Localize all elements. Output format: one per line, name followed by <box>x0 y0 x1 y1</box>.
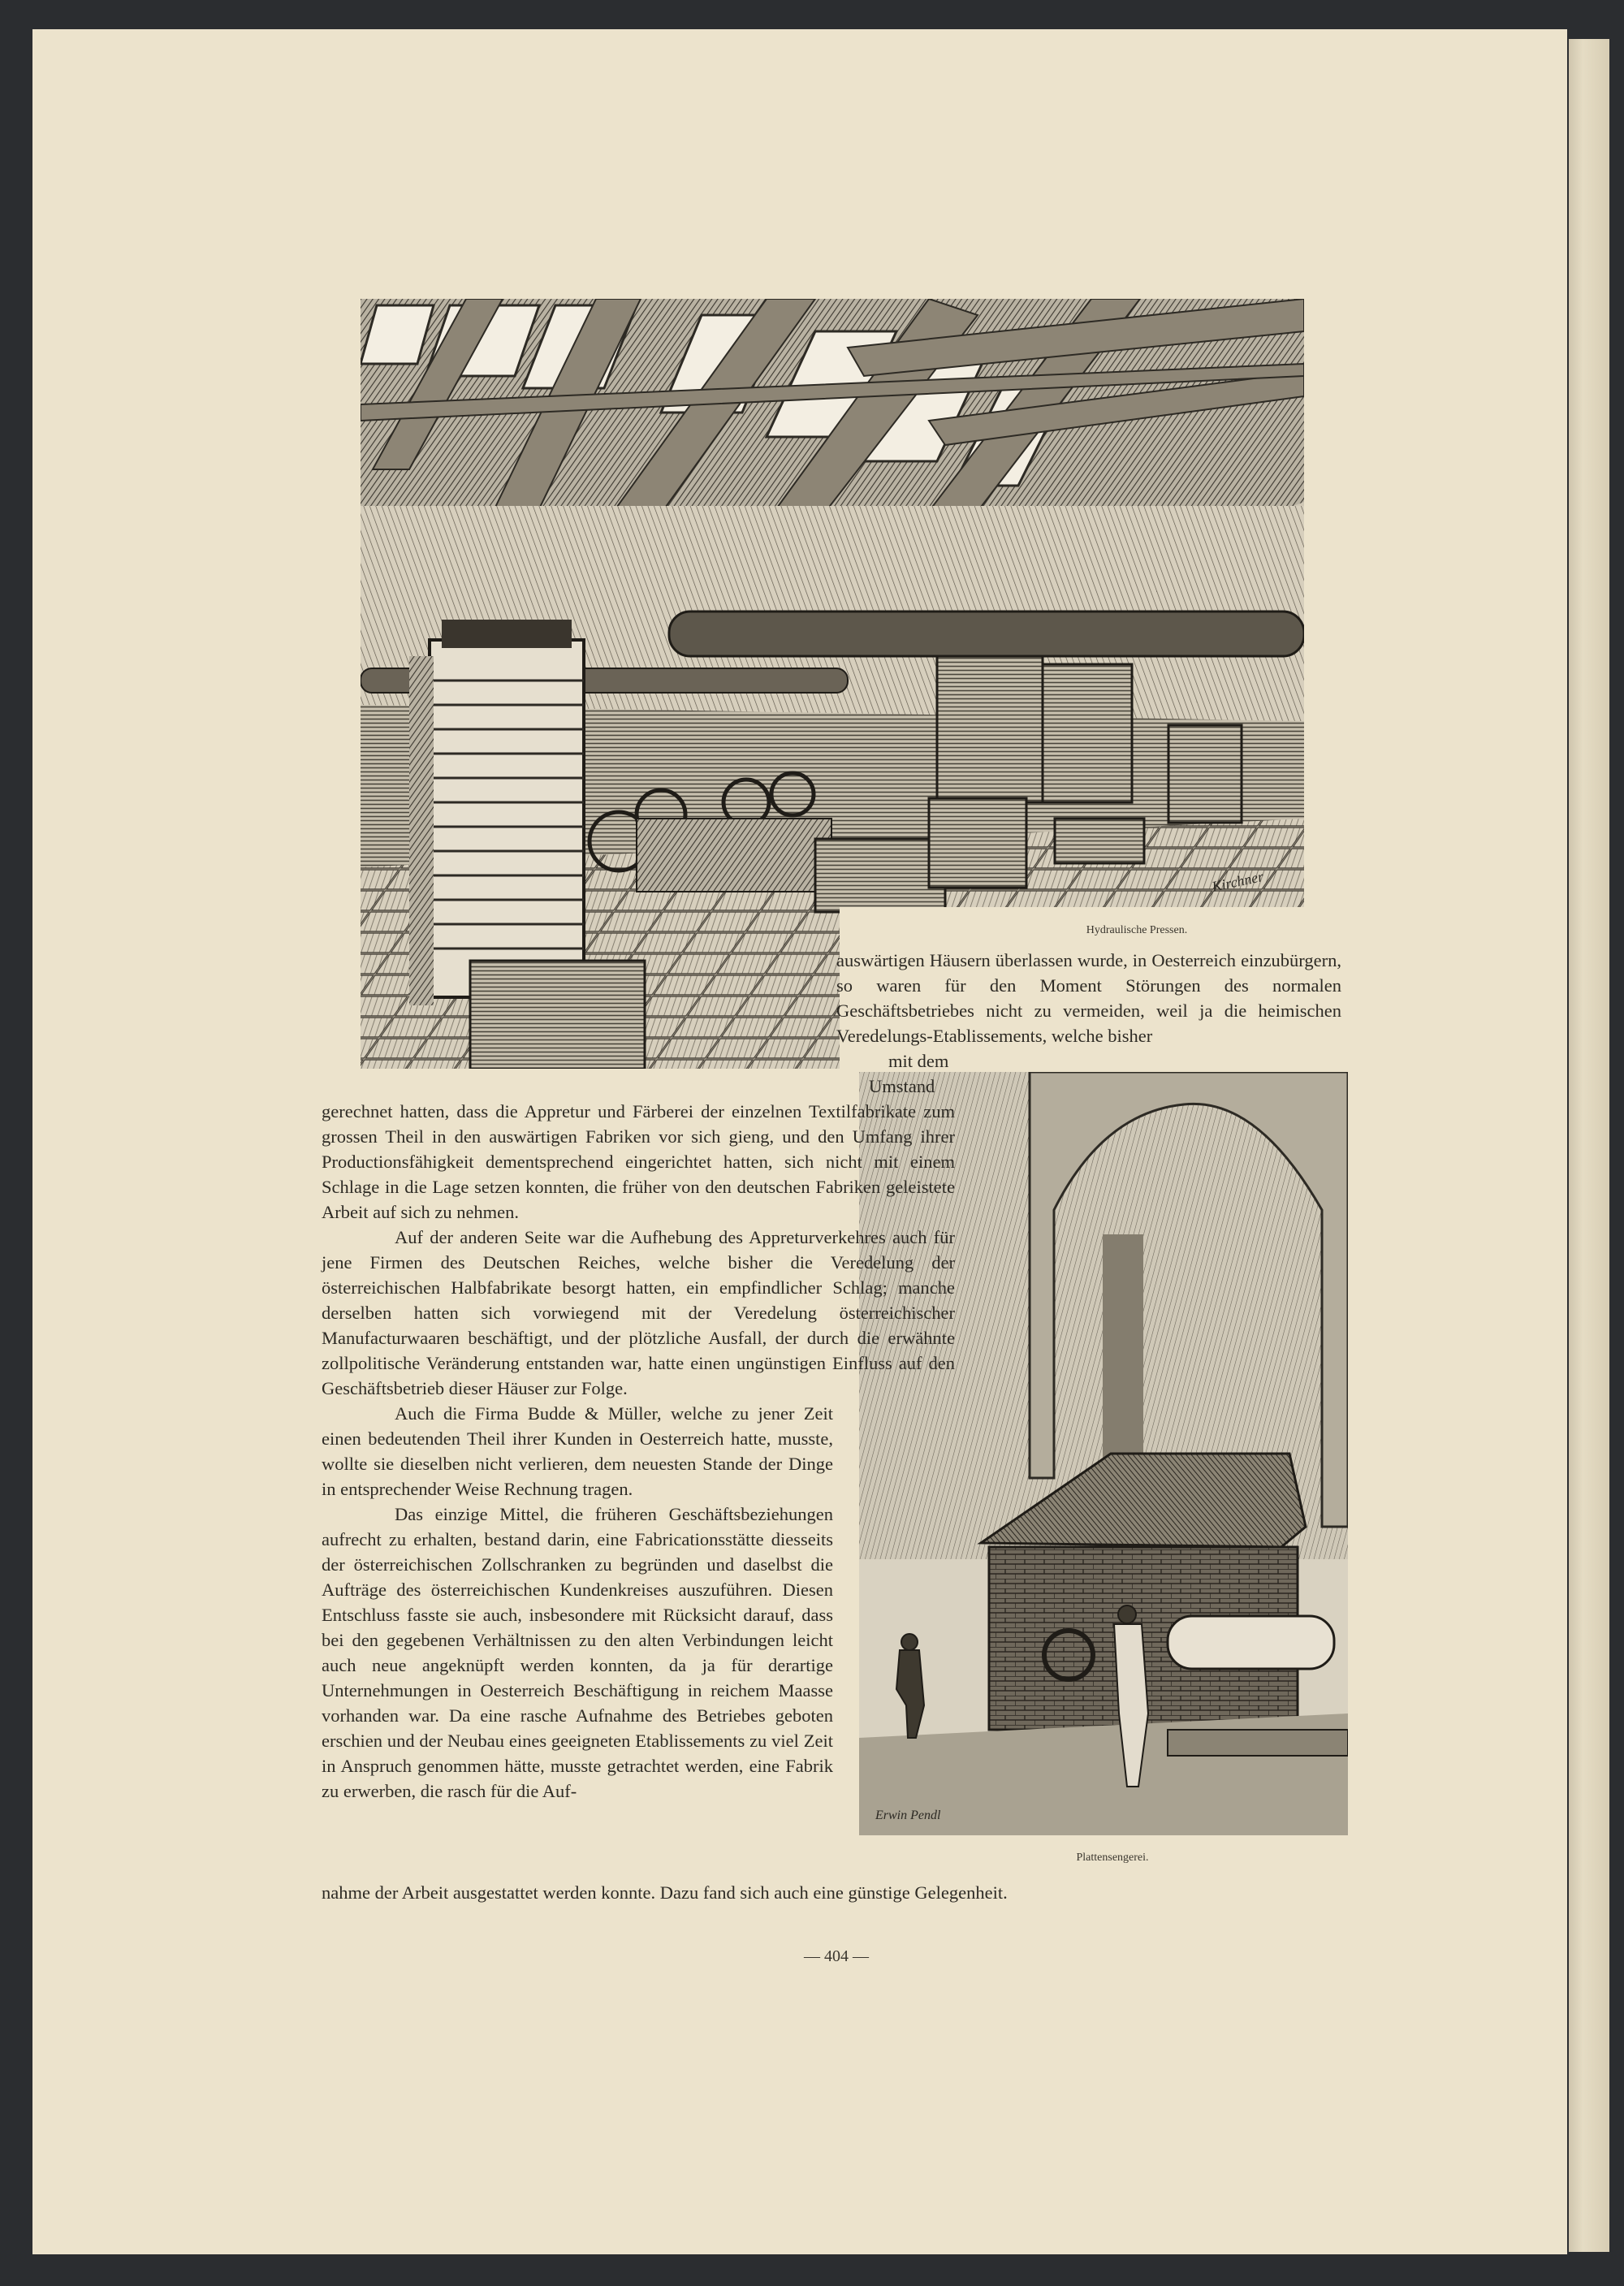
paragraph-2: Auf der anderen Seite war die Aufhebung des Appreturverkehres auch für jene Firmen des Deutschen Reiches, welche bisher die Veredelung der österreichischen Halbfabrikate besorgt hatten, ein empfindlicher Schlag; manche derselben hatten sich vorwiegend mit der Veredelung österreichischer Manufacturwaaren beschäftigt, und der plötzliche Ausfall, der durch die erwähnte zollpolitische Veränderung entstanden war, hatte einen ungünstigen Einfluss auf den Geschäftsbetrieb dieser Häuser zur Folge. <box>322 1227 955 1398</box>
bottom-engraving-signature: Erwin Pendl <box>875 1808 941 1822</box>
text-right-block <box>836 948 1341 1048</box>
caption-plate-singeing: Plattensengerei. <box>1076 1852 1149 1864</box>
caption-hydraulic-presses: Hydraulische Pressen. <box>1086 924 1188 936</box>
paragraph-4: Das einzige Mittel, die früheren Geschäftsbeziehungen aufrecht zu erhalten, bestand darin, eine Fabricationsstätte diesseits der österreichischen Zollschranken zu begründen und daselbst die Aufträge des österreichischen Kundenkreises auszuführen. Diesen Entschluss fasste sie auch, insbesondere mit Rücksicht darauf, dass bei den gegebenen Verhältnissen zu den alten Verbindungen leicht auch neue angeknüpft werden konnten, da ja für derartige Unternehmungen in Oesterreich Beschäftigung in reichem Maasse vorhanden war. Da eine rasche Aufnahme des Betriebes geboten erschien und der Neubau eines geeigneten Etablissements zu viel Zeit in Anspruch genommen hätte, musste getrachtet werden, eine Fabrik zu erwerben, die rasch für die Auf- <box>322 1504 833 1801</box>
page-number: — 404 — <box>804 1947 869 1965</box>
paragraph-1-cont: gerechnet hatten, dass die Appretur und Färberei der einzelnen Textilfabrikate zum grossen Theil in den auswärtigen Fabriken vor sich gieng, und den Umfang ihrer Productionsfähigkeit dementsprechend eingerichtet hatten, sich nicht mit einem Schlage in die Lage setzen konnten, die früher von den deutschen Fabriken geleistete Arbeit auf sich zu nehmen. <box>322 1101 955 1222</box>
text-final-line <box>322 1880 1166 1905</box>
text-short-lines <box>869 1048 1031 1099</box>
page-edge <box>1569 39 1609 2252</box>
text-left-column <box>322 1099 955 1804</box>
short-line-2: Umstand <box>869 1076 935 1096</box>
paragraph-1-start: auswärtigen Häusern überlassen wurde, in Oesterreich einzubürgern, so waren für den Moment Störungen des normalen Geschäftsbetriebes nicht zu vermeiden, weil ja die heimischen Veredelungs-Etablissements, welche bisher <box>836 950 1341 1046</box>
short-line-1: mit dem <box>888 1051 949 1071</box>
paragraph-4-end: nahme der Arbeit ausgestattet werden konnte. Dazu fand sich auch eine günstige Gelegenheit. <box>322 1882 1008 1903</box>
top-engraving-signature: Kirchner <box>1210 867 1265 895</box>
paragraph-3: Auch die Firma Budde & Müller, welche zu jener Zeit einen bedeutenden Theil ihrer Kunden in Oesterreich hatte, musste, wollte sie dieselben nicht verlieren, dem neuesten Stande der Dinge in entsprechender Weise Rechnung tragen. <box>322 1403 833 1499</box>
